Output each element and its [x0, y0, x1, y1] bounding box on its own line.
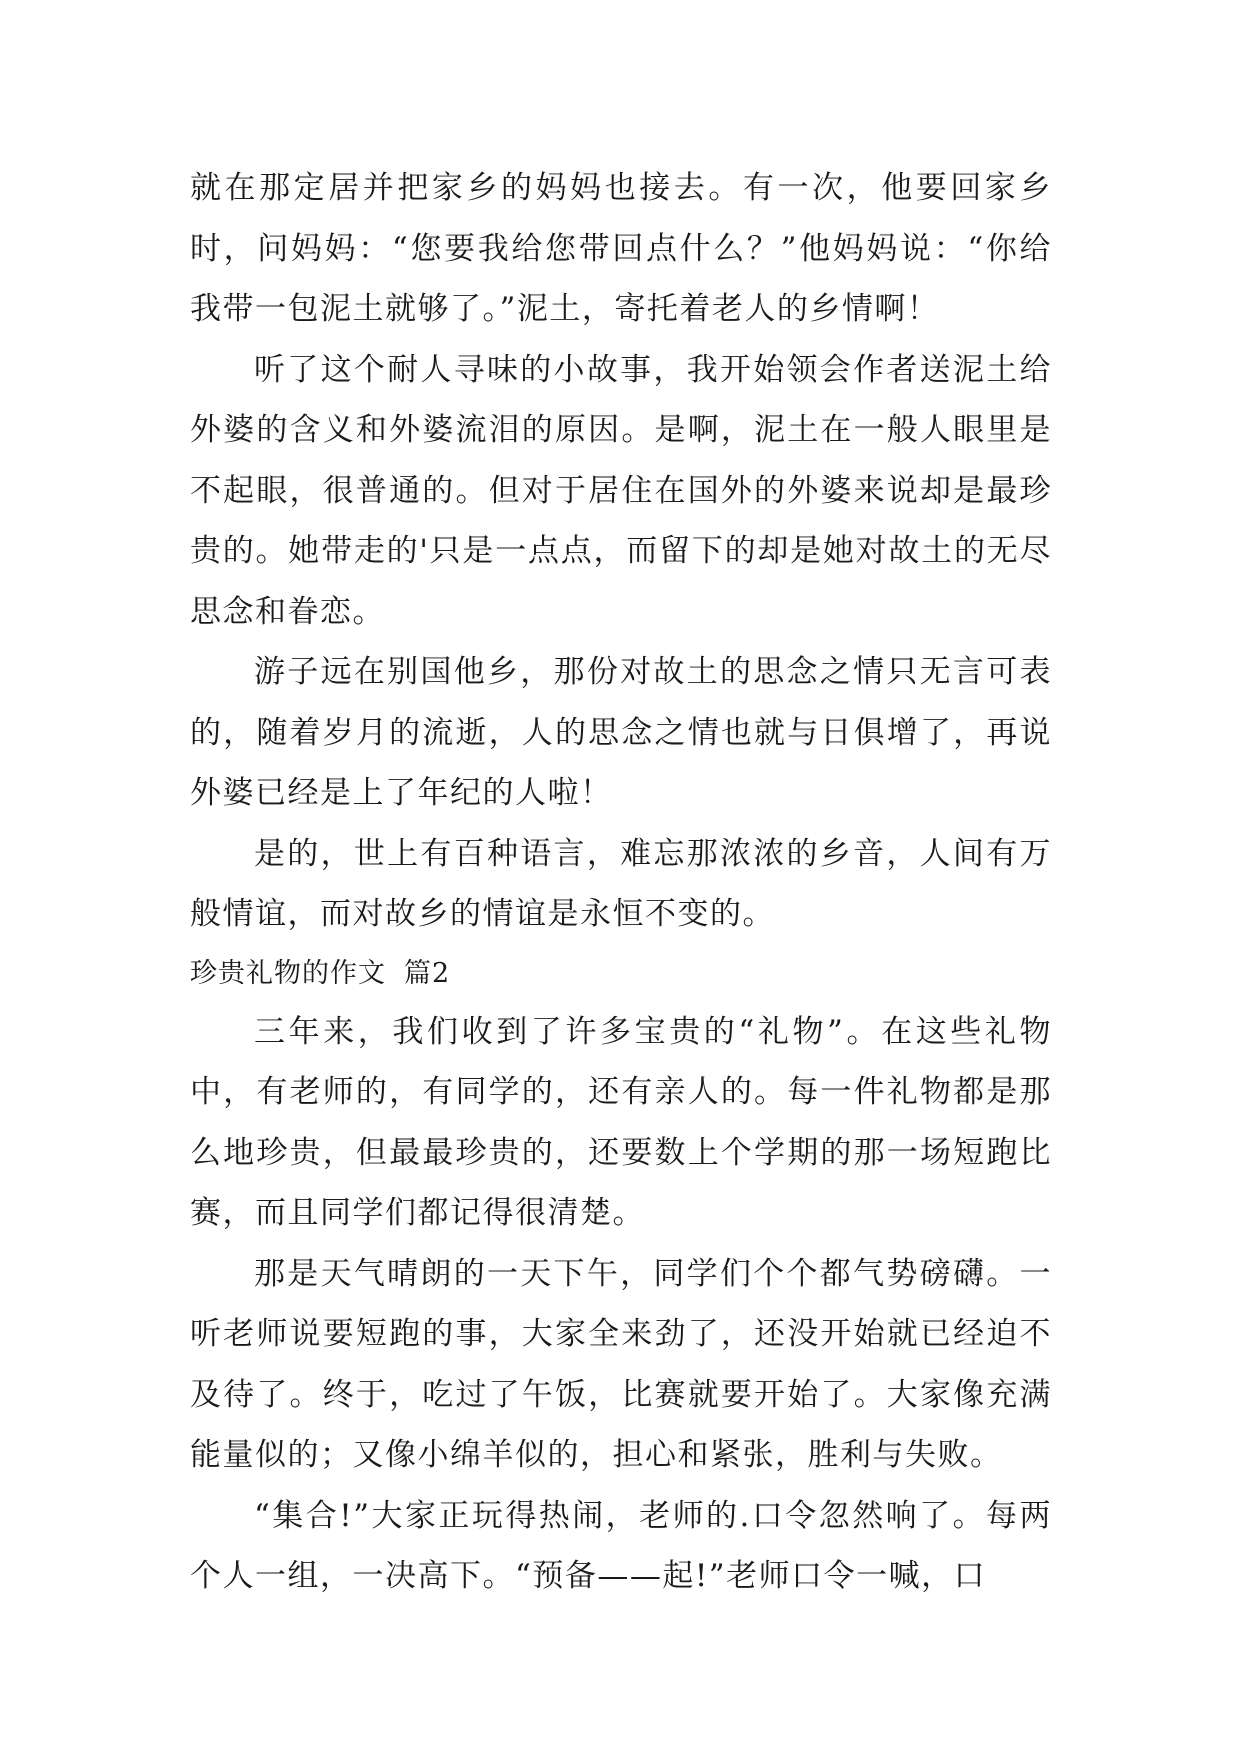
section-heading	[190, 945, 1052, 1002]
section-title: 珍贵礼物的作文	[190, 957, 386, 989]
paragraph-4: 是的，世上有百种语言，难忘那浓浓的乡音，人间有万般情谊，而对故乡的情谊是永恒不变的。	[190, 835, 1052, 932]
section-label: 篇2	[404, 957, 451, 989]
paragraph-7: “集合!”大家正玩得热闹，老师的.口令忽然响了。每两个人一组，一决高下。“预备——起!”老师口令一喊，口	[190, 1497, 1052, 1594]
paragraph-6: 那是天气晴朗的一天下午，同学们个个都气势磅礴。一听老师说要短跑的事，大家全来劲了，还没开始就已经迫不及待了。终于，吃过了午饭，比赛就要开始了。大家像充满能量似的；又像小绵羊似的，担心和紧张，胜利与失败。	[190, 1255, 1052, 1473]
paragraph-2: 听了这个耐人寻味的小故事，我开始领会作者送泥土给外婆的含义和外婆流泪的原因。是啊，泥土在一般人眼里是不起眼，很普通的。但对于居住在国外的外婆来说却是最珍贵的。她带走的'只是一点点，而留下的却是她对故土的无尽思念和眷恋。	[190, 351, 1052, 630]
paragraph-3: 游子远在别国他乡，那份对故土的思念之情只无言可表的，随着岁月的流逝，人的思念之情也就与日俱增了，再说外婆已经是上了年纪的人啦！	[190, 654, 1052, 811]
document-page	[190, 158, 1052, 1607]
paragraph-5: 三年来，我们收到了许多宝贵的“礼物”。在这些礼物中，有老师的，有同学的，还有亲人的。每一件礼物都是那么地珍贵，但最最珍贵的，还要数上个学期的那一场短跑比赛，而且同学们都记得很清楚。	[190, 1013, 1052, 1231]
paragraph-1: 就在那定居并把家乡的妈妈也接去。有一次，他要回家乡时，问妈妈：“您要我给您带回点什么？”他妈妈说：“你给我带一包泥土就够了。”泥土，寄托着老人的乡情啊！	[190, 170, 1052, 327]
